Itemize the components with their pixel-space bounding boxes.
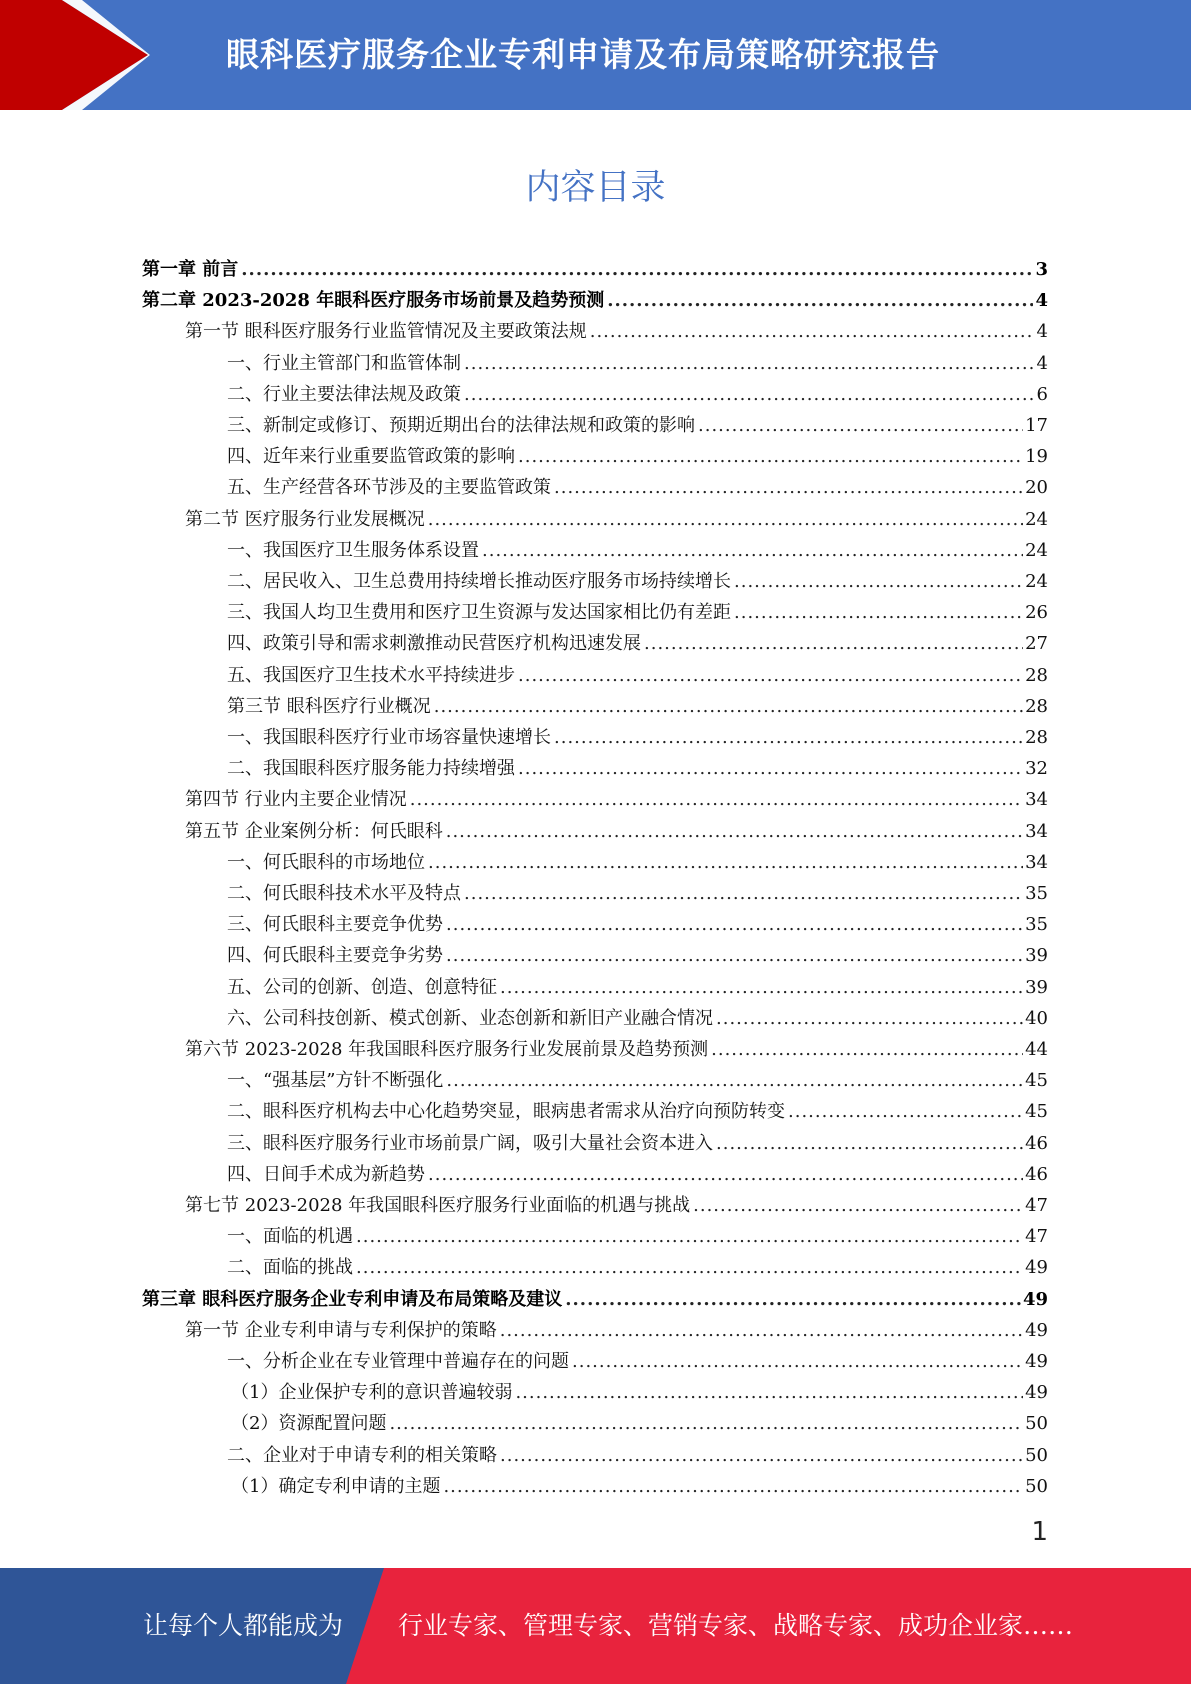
toc-entry-page: 40 [1025,1007,1048,1029]
toc-dot-leader [428,847,1023,878]
toc-entry-title: 第一节 企业专利申请与专利保护的策略 [185,1319,497,1341]
toc-dot-leader [241,254,1033,285]
toc-entry[interactable] [227,410,1048,441]
toc-entry-page: 3 [1035,259,1048,280]
toc-dot-leader [518,660,1023,691]
toc-dot-leader [356,1221,1023,1252]
toc-entry-page: 39 [1025,976,1048,998]
toc-entry-title: 三、何氏眼科主要竞争优势 [227,914,443,936]
toc-entry[interactable] [227,1346,1048,1377]
toc-entry-page: 49 [1025,1351,1048,1372]
toc-entry-title: 二、居民收入、卫生总费用持续增长推动医疗服务市场持续增长 [227,571,731,592]
toc-entry-page: 49 [1025,1319,1048,1341]
toc-entry-page: 28 [1025,727,1048,748]
toc-entry[interactable] [227,1003,1048,1034]
toc-entry-title: 四、何氏眼科主要竞争劣势 [227,945,443,967]
toc-entry[interactable] [227,379,1048,410]
toc-dot-leader [572,1346,1023,1377]
toc-entry[interactable] [142,254,1048,285]
toc-entry-title: 三、新制定或修订、预期近期出台的法律法规和政策的影响 [227,415,695,436]
red-arrow-icon [0,0,160,110]
toc-entry[interactable] [185,816,1048,847]
toc-entry-title: 四、日间手术成为新趋势 [227,1163,425,1185]
toc-dot-leader [446,909,1023,940]
toc-dot-leader [518,753,1023,784]
toc-entry-title: 第五节 企业案例分析：何氏眼科 [185,820,443,842]
toc-entry-title: 三、眼科医疗服务行业市场前景广阔，吸引大量社会资本进入 [227,1132,713,1154]
toc-dot-leader [464,878,1023,909]
toc-entry[interactable] [227,472,1048,503]
toc-entry-title: 第三章 眼科医疗服务企业专利申请及布局策略及建议 [142,1288,563,1310]
toc-entry-title: 第一章 前言 [142,259,239,280]
footer-slogan-left: 让每个人都能成为 [143,1611,344,1640]
toc-dot-leader [428,1159,1023,1190]
toc-entry[interactable] [185,1190,1048,1221]
toc-entry-title: 第一节 眼科医疗服务行业监管情况及主要政策法规 [185,321,587,343]
toc-dot-leader [590,316,1035,347]
toc-entry[interactable] [227,348,1048,379]
toc-entry[interactable] [227,1221,1048,1252]
report-title: 眼科医疗服务企业专利申请及布局策略研究报告 [226,35,940,74]
toc-entry-title: 一、我国眼科医疗行业市场容量快速增长 [227,727,551,748]
toc-entry[interactable] [227,1065,1048,1096]
toc-entry[interactable] [185,1315,1048,1346]
toc-entry[interactable] [185,784,1048,815]
toc-entry-title: 一、面临的机遇 [227,1226,353,1248]
toc-entry-title: （2）资源配置问题 [231,1413,387,1435]
toc-dot-leader [446,940,1023,971]
toc-dot-leader [716,1128,1023,1159]
toc-dot-leader [565,1284,1021,1315]
toc-entry-title: 一、分析企业在专业管理中普遍存在的问题 [227,1351,569,1372]
toc-entry-page: 20 [1025,477,1048,499]
toc-dot-leader [446,816,1023,847]
toc-entry[interactable] [185,504,1048,535]
toc-entry-title: 第四节 行业内主要企业情况 [185,789,407,811]
page-number: 1 [1031,1517,1048,1547]
toc-entry-page: 49 [1025,1257,1048,1279]
toc-entry-page: 24 [1025,539,1048,561]
toc-entry-title: 第二节 医疗服务行业发展概况 [185,508,425,530]
toc-entry-page: 46 [1025,1132,1048,1154]
toc-entry-page: 6 [1036,383,1048,405]
toc-dot-leader [410,784,1023,815]
toc-entry-page: 34 [1025,851,1048,873]
toc-entry-title: （1）企业保护专利的意识普遍较弱 [231,1382,513,1404]
toc-entry[interactable] [227,441,1048,472]
toc-entry-page: 34 [1025,820,1048,842]
toc-entry[interactable] [227,753,1048,784]
toc-entry[interactable] [231,1408,1048,1439]
toc-entry[interactable] [142,1284,1048,1315]
toc-entry-title: 一、何氏眼科的市场地位 [227,851,425,873]
toc-dot-leader [500,1315,1023,1346]
toc-entry[interactable] [227,1252,1048,1283]
toc-entry-page: 50 [1025,1413,1048,1435]
toc-entry[interactable] [227,972,1048,1003]
toc-entry-page: 39 [1025,945,1048,967]
toc-entry-page: 19 [1025,446,1048,468]
toc-entry-title: 二、何氏眼科技术水平及特点 [227,883,461,904]
toc-dot-leader [389,1408,1023,1439]
toc-entry-page: 45 [1025,1101,1048,1123]
toc-entry-page: 27 [1025,633,1048,655]
toc-entry-page: 45 [1025,1070,1048,1092]
toc-entry-title: 一、我国医疗卫生服务体系设置 [227,539,479,561]
toc-dot-leader [434,691,1023,722]
toc-entry-page: 35 [1025,914,1048,936]
toc-entry-page: 28 [1025,695,1048,717]
toc-entry-title: 一、“强基层”方针不断强化 [227,1070,444,1092]
toc-dot-leader [693,1190,1023,1221]
toc-dot-leader [554,472,1023,503]
toc-entry[interactable] [227,628,1048,659]
toc-entry-page: 28 [1025,664,1048,686]
toc-entry-title: 五、生产经营各环节涉及的主要监管政策 [227,477,551,499]
toc-entry-page: 26 [1025,602,1048,624]
toc-entry[interactable] [227,1096,1048,1127]
toc-dot-leader [515,1377,1023,1408]
toc-entry[interactable] [227,660,1048,691]
toc-entry-title: 三、我国人均卫生费用和医疗卫生资源与发达国家相比仍有差距 [227,602,731,624]
toc-entry-title: 第三节 眼科医疗行业概况 [227,695,431,717]
toc-dot-leader [428,504,1023,535]
toc-entry-page: 34 [1025,789,1048,811]
toc-entry[interactable] [227,1128,1048,1159]
toc-entry-title: （1）确定专利申请的主题 [231,1475,441,1497]
toc-entry[interactable] [227,1159,1048,1190]
toc-entry-page: 47 [1025,1195,1048,1216]
toc-heading: 内容目录 [525,168,666,208]
toc-dot-leader [698,410,1023,441]
toc-entry-page: 24 [1025,508,1048,530]
toc-entry-page: 46 [1025,1163,1048,1185]
toc-entry-page: 4 [1035,290,1048,312]
toc-entry[interactable] [227,597,1048,628]
toc-dot-leader [518,441,1023,472]
toc-entry-title: 二、行业主要法律法规及政策 [227,383,461,405]
toc-entry[interactable] [227,878,1048,909]
toc-entry[interactable] [185,316,1048,347]
toc-entry-page: 50 [1025,1475,1048,1497]
toc-entry-title: 第六节 2023-2028 年我国眼科医疗服务行业发展前景及趋势预测 [185,1039,709,1060]
toc-entry[interactable] [231,1471,1048,1502]
toc-entry-title: 四、近年来行业重要监管政策的影响 [227,446,515,468]
toc-entry-page: 4 [1036,352,1048,374]
toc-entry-page: 32 [1025,758,1048,780]
toc-entry-title: 二、我国眼科医疗服务能力持续增强 [227,758,515,780]
toc-entry[interactable] [227,909,1048,940]
toc-entry-page: 49 [1022,1288,1048,1310]
toc-entry[interactable] [227,535,1048,566]
toc-dot-leader [464,348,1035,379]
toc-dot-leader [554,722,1023,753]
toc-entry[interactable] [185,1034,1048,1065]
toc-dot-leader [734,566,1023,597]
toc-entry-page: 17 [1025,415,1048,436]
toc-entry[interactable] [231,1377,1048,1408]
toc-dot-leader [482,535,1023,566]
toc-entry-title: 二、眼科医疗机构去中心化趋势突显，眼病患者需求从治疗向预防转变 [227,1101,785,1123]
toc-entry-page: 35 [1025,883,1048,904]
toc-dot-leader [446,1065,1023,1096]
toc-entry-title: 第二章 2023-2028 年眼科医疗服务市场前景及趋势预测 [142,290,605,312]
toc-dot-leader [356,1252,1023,1283]
footer-band [0,1568,1191,1684]
toc-dot-leader [711,1034,1023,1065]
toc-entry-page: 24 [1025,571,1048,592]
toc-dot-leader [788,1096,1023,1127]
toc-entry[interactable] [227,566,1048,597]
toc-entry[interactable] [227,940,1048,971]
toc-dot-leader [607,285,1033,316]
toc-entry-title: 五、我国医疗卫生技术水平持续进步 [227,664,515,686]
toc-dot-leader [443,1471,1023,1502]
toc-dot-leader [500,1440,1023,1471]
toc-entry-page: 50 [1025,1444,1048,1466]
toc-entry-title: 四、政策引导和需求刺激推动民营医疗机构迅速发展 [227,633,641,655]
report-header-band [0,0,1191,110]
toc-entry-title: 五、公司的创新、创造、创意特征 [227,976,497,998]
toc-entry-title: 一、行业主管部门和监管体制 [227,352,461,374]
toc-entry-page: 47 [1025,1226,1048,1248]
toc-entry-title: 二、企业对于申请专利的相关策略 [227,1444,497,1466]
toc-entry-title: 二、面临的挑战 [227,1257,353,1279]
toc-dot-leader [644,628,1023,659]
toc-dot-leader [500,972,1023,1003]
toc-entry-title: 第七节 2023-2028 年我国眼科医疗服务行业面临的机遇与挑战 [185,1195,691,1216]
toc-entry[interactable] [227,722,1048,753]
toc-entry[interactable] [142,285,1048,316]
toc-entry-title: 六、公司科技创新、模式创新、业态创新和新旧产业融合情况 [227,1007,713,1029]
toc-dot-leader [464,379,1035,410]
toc-entry[interactable] [227,691,1048,722]
toc-entry[interactable] [227,1440,1048,1471]
toc-entry-page: 49 [1025,1382,1048,1404]
toc-dot-leader [734,597,1023,628]
footer-slogan-right: 行业专家、管理专家、营销专家、战略专家、成功企业家…… [398,1611,1074,1640]
toc-entry-page: 44 [1025,1039,1048,1060]
toc-entry-page: 4 [1036,321,1048,343]
toc-dot-leader [716,1003,1023,1034]
toc-entry[interactable] [227,847,1048,878]
